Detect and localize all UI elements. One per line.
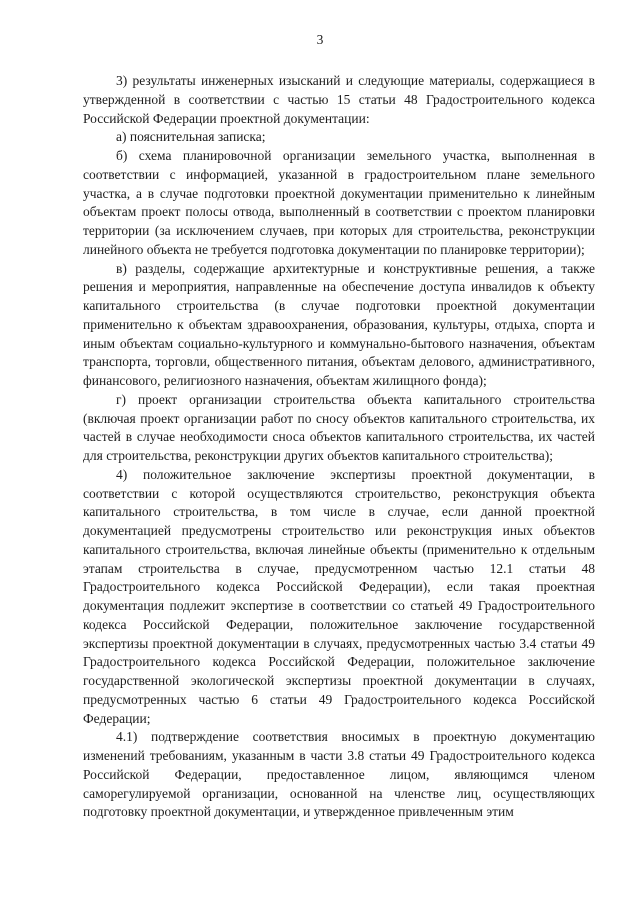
- paragraph-subitem-g: г) проект организации строительства объекта капитального строительства (включая проект организации работ по сносу объектов капитального строительства, их частей в случае необходимости сноса объектов капитального строительства, их частей для строительства, реконструкции других объектов капитального строительства);: [83, 391, 595, 463]
- paragraph-item-3: 3) результаты инженерных изысканий и следующие материалы, содержащиеся в утвержденной в соответствии с частью 15 статьи 48 Градостроительного кодекса Российской Федерации проектной документации:: [83, 73, 595, 126]
- page-number: 3: [316, 32, 324, 47]
- paragraph-item-4: 4) положительное заключение экспертизы проектной документации, в соответствии с которой осуществляются строительство, реконструкция объекта капитального строительства, в том числе в случае, если данной проектной документацией предусмотрены строительство или реконструкция иных объектов капитального строительства, включая линейные объекты (применительно к отдельным этапам строительства в случае, предусмотренном частью 12.1 статьи 48 Градостроительного кодекса Российской Федерации), если такая проектная документация подлежит экспертизе в соответствии со статьей 49 Градостроительного кодекса Российской Федерации, положительное заключение государственной экспертизы проектной документации в случаях, предусмотренных частью 3.4 статьи 49 Градостроительного кодекса Российской Федерации, положительное заключение государственной экологической экспертизы проектной документации в случаях, предусмотренных частью 6 статьи 49 Градостроительного кодекса Российской Федерации;: [83, 466, 595, 726]
- paragraph-subitem-b: б) схема планировочной организации земельного участка, выполненная в соответствии с информацией, указанной в градостроительном плане земельного участка, а в случае подготовки проектной документации применительно к линейным объектам проект полосы отвода, выполненный в соответствии с проектом планировки территории (за исключением случаев, при которых для строительства, реконструкции линейного объекта не требуется подготовка документации по планировке территории);: [83, 148, 595, 257]
- paragraph-subitem-a: а) пояснительная записка;: [116, 129, 266, 145]
- paragraph-subitem-v: в) разделы, содержащие архитектурные и конструктивные решения, а также решения и мероприятия, направленные на обеспечение доступа инвалидов к объекту капитального строительства (в случае подготовки проектной документации применительно к объектам здравоохранения, образования, культуры, отдыха, спорта и иным объектам социально-культурного и коммунально-бытового назначения, объектам транспорта, торговли, общественного питания, объектам делового, административного, финансового, религиозного назначения, объектам жилищного фонда);: [83, 260, 595, 388]
- document-body: [83, 72, 595, 822]
- paragraph-item-4-1: 4.1) подтверждение соответствия вносимых в проектную документацию изменений требованиям, указанным в части 3.8 статьи 49 Градостроительного кодекса Российской Федерации, предоставленное лицом, являющимся членом саморегулируемой организации, основанной на членстве лиц, осуществляющих подготовку проектной документации, и утвержденное привлеченным этим: [83, 729, 595, 820]
